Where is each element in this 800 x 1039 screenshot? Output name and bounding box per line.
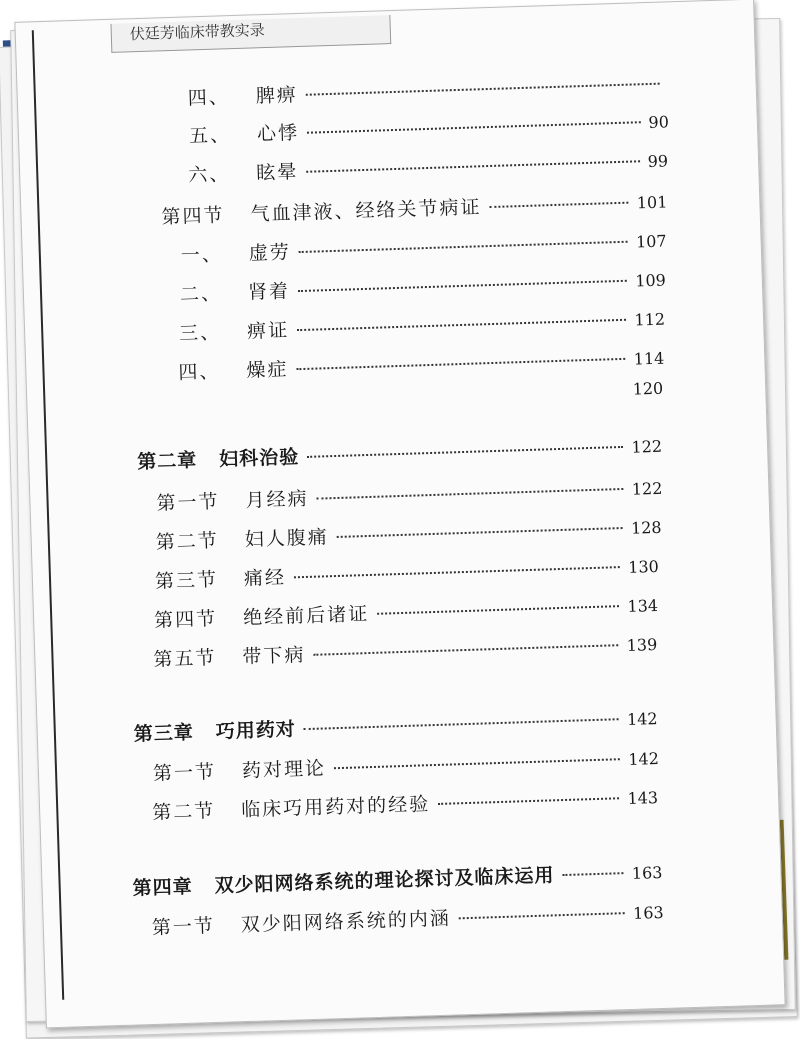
entry-number: 第一节 [156,490,220,515]
toc-chapter-entry [133,703,658,746]
entry-title: 心悸 [256,121,300,146]
toc-entry [189,106,670,148]
entry-title: 双少阳网络系统的内涵 [240,907,452,937]
dot-leader [337,527,623,538]
entry-number: 二、 [179,282,223,306]
entry-number: 第二节 [155,529,220,554]
chapter-title: 妇科治验 [218,446,300,471]
dot-leader [489,202,628,208]
entry-number: 第四节 [161,204,225,229]
page-number: 122 [631,478,663,499]
entry-number: 第四节 [153,607,218,632]
entry-number: 五、 [188,124,232,148]
dot-leader [296,358,625,370]
dot-leader [299,241,628,253]
entry-title: 药对理论 [241,757,327,783]
entry-title: 虚劳 [248,241,292,265]
entry-title: 带下病 [242,644,306,669]
book-title: 伏廷芳临床带教实录 [129,21,266,44]
toc-entry-continuation [177,379,663,413]
entry-title: 妇人腹痛 [244,526,330,551]
toc-chapter-entry [137,431,663,474]
page-number: 122 [631,436,663,457]
entry-title: 月经病 [245,487,309,512]
toc-entry [151,897,664,940]
toc-entry [179,304,666,346]
page-number: 143 [627,788,659,808]
chapter-number: 第四章 [132,875,193,900]
entry-title: 绝经前后诸证 [242,603,370,629]
toc-entry [155,551,660,594]
dot-leader [459,912,625,919]
entry-number: 三、 [178,321,222,345]
dot-leader [297,319,626,331]
dot-leader [304,718,619,730]
page-number: 139 [626,634,658,655]
entry-title: 脾痹 [255,84,299,108]
entry-title: 肾着 [247,280,291,304]
toc-entry [178,343,665,385]
dot-leader [306,83,660,96]
dot-leader [334,758,620,769]
toc-entry [161,186,668,229]
dot-leader [306,160,640,172]
toc-page [14,0,785,1028]
page-number: 120 [632,378,664,399]
entry-number: 一、 [180,243,224,267]
chapter-title: 双少阳网络系统的理论探讨及临床运用 [214,864,555,898]
toc-entry [153,743,660,786]
page-number: 142 [626,709,658,729]
page-number: 90 [648,112,670,132]
toc-entry [154,590,659,633]
chapter-number: 第三章 [133,721,195,746]
entry-title: 痹证 [246,319,290,343]
page-number: 109 [634,270,667,291]
entry-number: 六、 [187,163,231,187]
dot-leader [313,644,618,656]
entry-number: 四、 [178,360,221,384]
toc-entry [155,512,662,555]
toc-entry [153,629,658,672]
dot-leader [316,488,623,500]
dot-leader [438,797,619,805]
dot-leader [562,872,623,876]
page-number: 112 [634,309,666,330]
running-header [110,15,391,53]
page-number: 163 [631,862,663,883]
page-number: 114 [633,348,665,369]
entry-title: 燥症 [246,358,289,382]
entry-number: 第五节 [153,646,217,671]
page-number: 107 [635,231,667,252]
entry-number: 第一节 [151,915,216,939]
toc-chapter-entry [132,857,663,901]
page-number: 99 [647,151,669,172]
toc-entry [152,782,659,825]
dot-leader [307,446,623,458]
page-number: 130 [627,556,660,577]
toc-entry [180,265,667,307]
entry-title: 痛经 [243,566,287,590]
toc-entry [180,225,667,267]
dot-leader [377,605,619,615]
entry-number: 第二节 [151,799,216,824]
page-number: 128 [630,517,662,538]
page-number: 101 [636,192,668,213]
chapter-title: 巧用药对 [215,718,297,743]
entry-number: 第三节 [154,568,219,593]
toc-entry [187,68,668,110]
toc-entry [188,145,669,187]
toc-entry [156,473,663,516]
entry-title: 眩晕 [255,161,299,185]
dot-leader [294,566,620,578]
entry-number: 四、 [187,86,231,110]
entry-title: 气血津液、经络关节病证 [250,196,482,226]
entry-title: 临床巧用药对的经验 [240,793,431,822]
dot-leader [307,121,641,133]
entry-number: 第一节 [152,760,217,785]
page-number: 142 [627,748,660,769]
chapter-number: 第二章 [136,449,198,474]
page-number: 163 [632,902,664,923]
dot-leader [298,280,627,292]
page-number: 134 [627,595,659,616]
